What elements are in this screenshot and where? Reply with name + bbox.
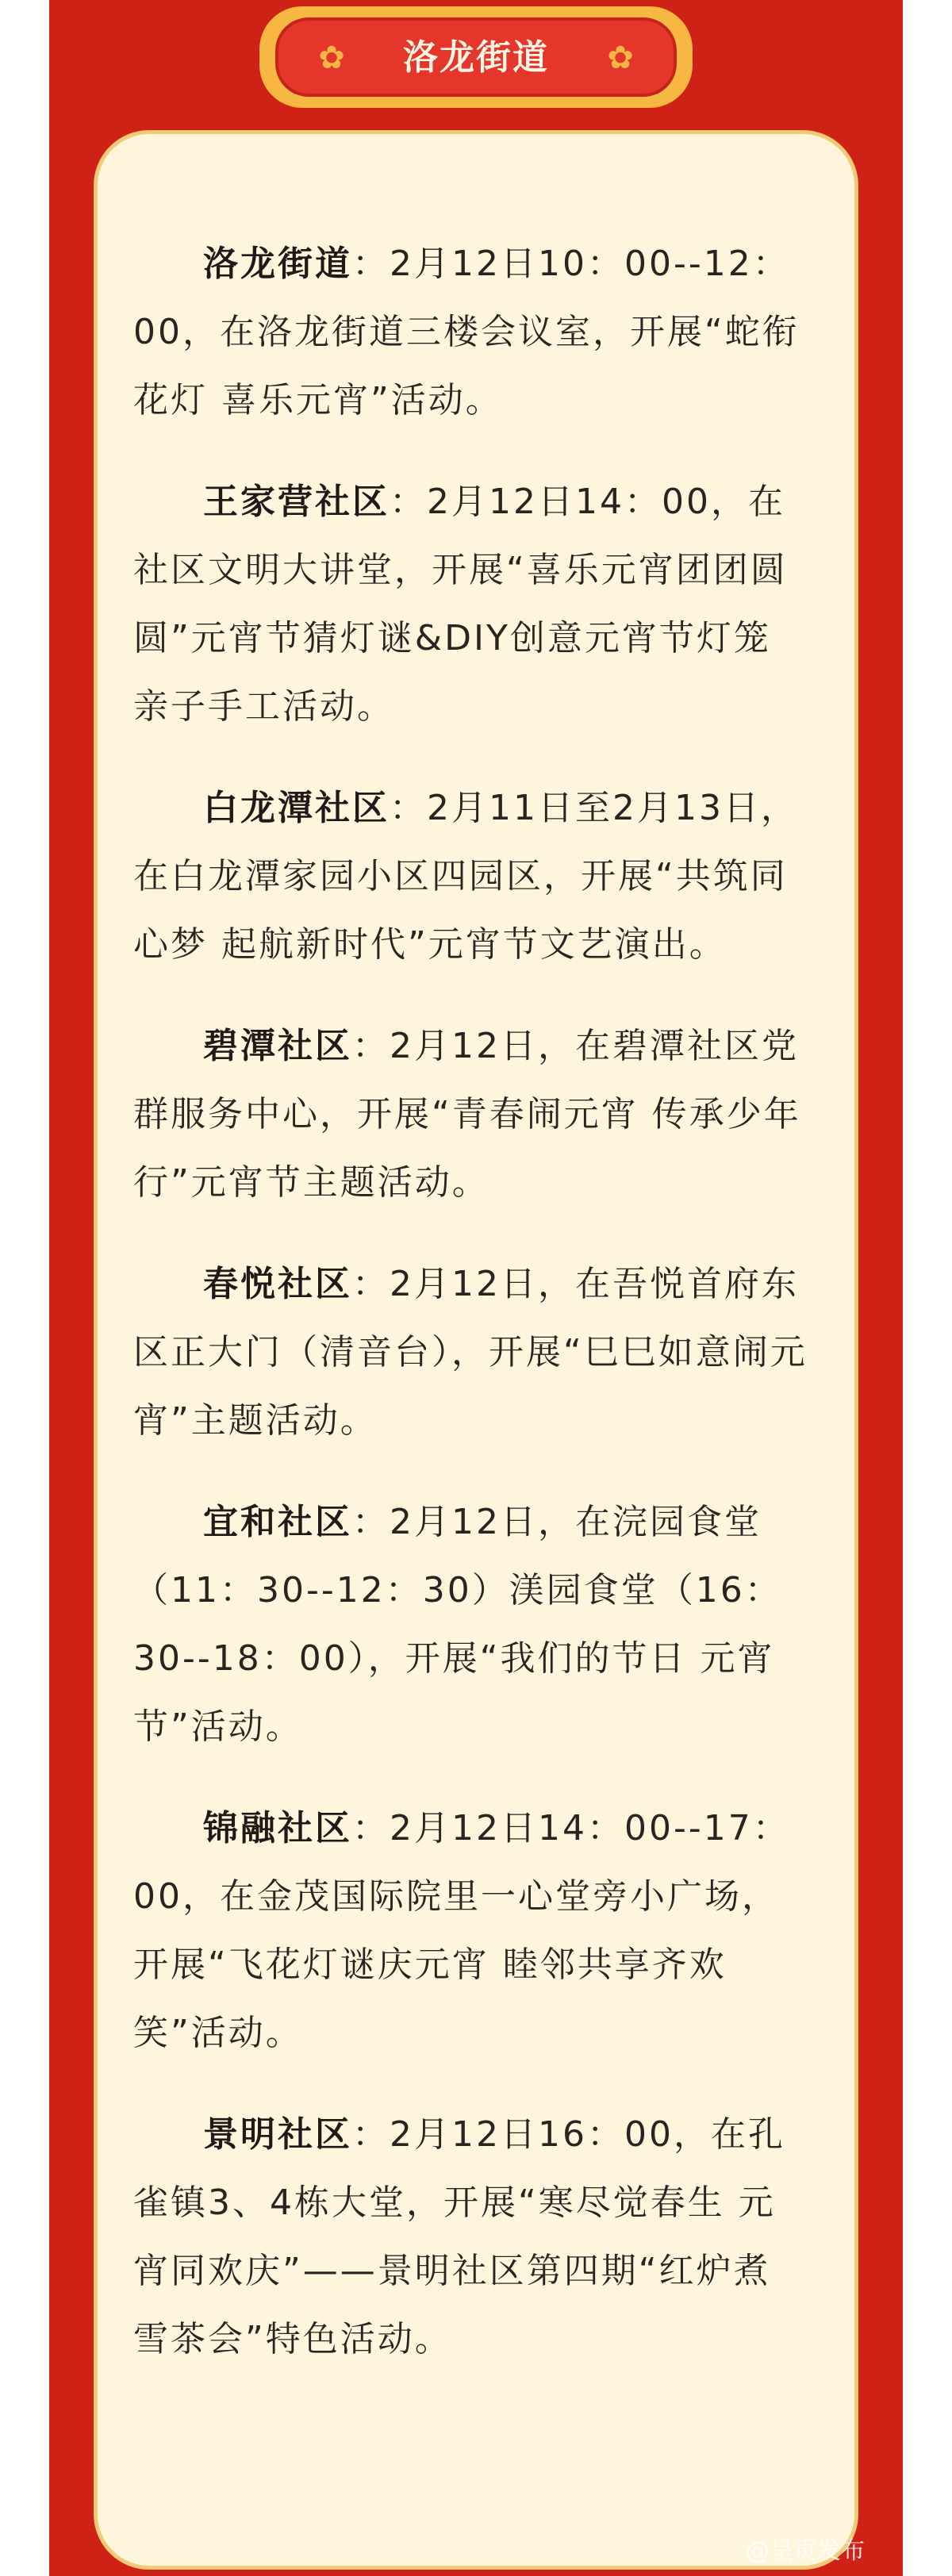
entry-name: 洛龙街道	[203, 244, 352, 284]
activity-entry	[133, 1795, 808, 2067]
watermark-text: @呈贡发布	[746, 2537, 865, 2565]
entry-text: ：2月12日，在吾悦首府东区正大门（清音台），开展“巳巳如意闹元宵”主题活动。	[133, 1264, 808, 1441]
flower-ornament-icon: ✿	[318, 40, 345, 76]
activity-entry	[133, 1250, 808, 1455]
entry-text: ：2月12日，在碧潭社区党群服务中心，开展“青春闹元宵 传承少年行”元宵节主题活动。	[133, 1026, 801, 1203]
entry-name: 王家营社区	[203, 482, 390, 522]
activity-entry	[133, 468, 808, 741]
entry-text: ：2月12日14：00，在社区文明大讲堂，开展“喜乐元宵团团圆圆”元宵节猜灯谜&DIY创意元宵节灯笼亲子手工活动。	[133, 482, 788, 727]
activity-entry	[133, 2101, 808, 2374]
activity-entry	[133, 1488, 808, 1761]
entry-text: ：2月12日14：00--17：00，在金茂国际院里一心堂旁小广场，开展“飞花灯谜庆元宵 睦邻共享齐欢笑”活动。	[133, 1808, 790, 2053]
entry-name: 宜和社区	[203, 1502, 352, 1542]
page-title: 洛龙街道	[403, 37, 549, 78]
activity-list	[133, 230, 808, 2407]
entry-name: 春悦社区	[203, 1264, 352, 1304]
entry-name: 白龙潭社区	[203, 788, 390, 828]
entry-text: ：2月12日，在浣园食堂（11：30--12：30）渼园食堂（16：30--18：00），开展“我们的节日 元宵节”活动。	[133, 1502, 782, 1747]
activity-entry	[133, 230, 808, 435]
header-ribbon	[259, 0, 693, 111]
entry-text: ：2月12日16：00，在孔雀镇3、4栋大堂，开展“寒尽觉春生 元宵同欢庆”——景明社区第四期“红炉煮雪茶会”特色活动。	[133, 2114, 785, 2359]
entry-text: ：2月12日10：00--12：00，在洛龙街道三楼会议室，开展“蛇衔花灯 喜乐元宵”活动。	[133, 244, 800, 420]
entry-text: ：2月11日至2月13日，在白龙潭家园小区四园区，开展“共筑同心梦 起航新时代”元宵节文艺演出。	[133, 788, 798, 965]
activity-entry	[133, 774, 808, 979]
flower-ornament-icon: ✿	[607, 40, 634, 76]
entry-name: 碧潭社区	[203, 1026, 352, 1066]
activity-entry	[133, 1012, 808, 1217]
entry-name: 景明社区	[203, 2114, 352, 2155]
entry-name: 锦融社区	[203, 1808, 352, 1849]
